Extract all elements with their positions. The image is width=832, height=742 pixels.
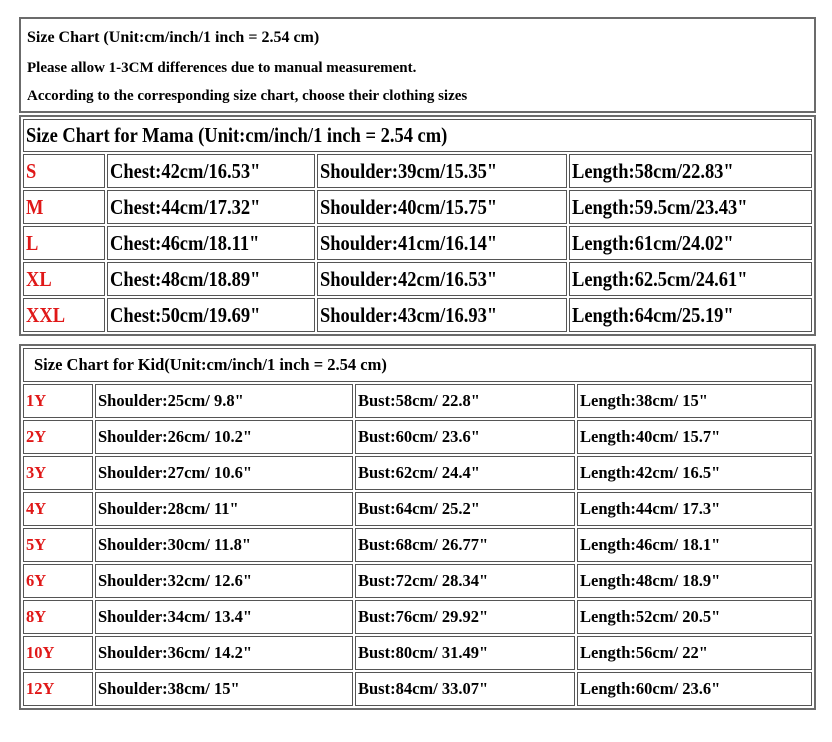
size-label: 5Y [23, 528, 93, 562]
length-cell: Length:40cm/ 15.7" [577, 420, 812, 454]
bust-cell: Bust:68cm/ 26.77" [355, 528, 575, 562]
size-label: XL [23, 262, 105, 296]
table-title-row [23, 119, 812, 152]
shoulder-cell: Shoulder:34cm/ 13.4" [95, 600, 353, 634]
length-cell: Length:64cm/25.19" [569, 298, 812, 332]
shoulder-cell: Shoulder:36cm/ 14.2" [95, 636, 353, 670]
length-cell: Length:42cm/ 16.5" [577, 456, 812, 490]
table-row [23, 226, 812, 260]
shoulder-cell: Shoulder:40cm/15.75" [317, 190, 567, 224]
table-row [23, 262, 812, 296]
length-cell: Length:61cm/24.02" [569, 226, 812, 260]
shoulder-cell: Shoulder:25cm/ 9.8" [95, 384, 353, 418]
shoulder-cell: Shoulder:39cm/15.35" [317, 154, 567, 188]
size-label: 2Y [23, 420, 93, 454]
table-row [23, 298, 812, 332]
table-row [23, 528, 812, 562]
size-label: 6Y [23, 564, 93, 598]
size-label: 8Y [23, 600, 93, 634]
kid-table-title: Size Chart for Kid(Unit:cm/inch/1 inch = 2.54 cm) [23, 348, 812, 382]
table-row [23, 384, 812, 418]
bust-cell: Bust:58cm/ 22.8" [355, 384, 575, 418]
chest-cell: Chest:42cm/16.53" [107, 154, 315, 188]
chest-cell: Chest:48cm/18.89" [107, 262, 315, 296]
size-label: 10Y [23, 636, 93, 670]
table-row [23, 420, 812, 454]
mama-size-table [19, 115, 816, 336]
length-cell: Length:48cm/ 18.9" [577, 564, 812, 598]
shoulder-cell: Shoulder:32cm/ 12.6" [95, 564, 353, 598]
chest-cell: Chest:50cm/19.69" [107, 298, 315, 332]
length-cell: Length:58cm/22.83" [569, 154, 812, 188]
size-label: M [23, 190, 105, 224]
length-cell: Length:56cm/ 22" [577, 636, 812, 670]
size-label: 12Y [23, 672, 93, 706]
chest-cell: Chest:44cm/17.32" [107, 190, 315, 224]
length-cell: Length:59.5cm/23.43" [569, 190, 812, 224]
table-row [23, 564, 812, 598]
length-cell: Length:60cm/ 23.6" [577, 672, 812, 706]
shoulder-cell: Shoulder:41cm/16.14" [317, 226, 567, 260]
mama-table-title: Size Chart for Mama (Unit:cm/inch/1 inch = 2.54 cm) [23, 119, 812, 152]
size-label: 1Y [23, 384, 93, 418]
length-cell: Length:46cm/ 18.1" [577, 528, 812, 562]
table-title-row [23, 348, 812, 382]
size-label: 4Y [23, 492, 93, 526]
bust-cell: Bust:80cm/ 31.49" [355, 636, 575, 670]
table-row [23, 600, 812, 634]
shoulder-cell: Shoulder:43cm/16.93" [317, 298, 567, 332]
bust-cell: Bust:76cm/ 29.92" [355, 600, 575, 634]
bust-cell: Bust:84cm/ 33.07" [355, 672, 575, 706]
size-label: L [23, 226, 105, 260]
length-cell: Length:52cm/ 20.5" [577, 600, 812, 634]
kid-size-table [19, 344, 816, 710]
length-cell: Length:38cm/ 15" [577, 384, 812, 418]
bust-cell: Bust:64cm/ 25.2" [355, 492, 575, 526]
bust-cell: Bust:60cm/ 23.6" [355, 420, 575, 454]
size-label: 3Y [23, 456, 93, 490]
size-label: XXL [23, 298, 105, 332]
table-row [23, 154, 812, 188]
bust-cell: Bust:62cm/ 24.4" [355, 456, 575, 490]
size-chart-intro [19, 17, 816, 113]
table-row [23, 456, 812, 490]
shoulder-cell: Shoulder:42cm/16.53" [317, 262, 567, 296]
chest-cell: Chest:46cm/18.11" [107, 226, 315, 260]
shoulder-cell: Shoulder:26cm/ 10.2" [95, 420, 353, 454]
bust-cell: Bust:72cm/ 28.34" [355, 564, 575, 598]
table-row [23, 672, 812, 706]
length-cell: Length:62.5cm/24.61" [569, 262, 812, 296]
shoulder-cell: Shoulder:30cm/ 11.8" [95, 528, 353, 562]
table-row [23, 636, 812, 670]
intro-title: Size Chart (Unit:cm/inch/1 inch = 2.54 cm) [27, 29, 320, 46]
shoulder-cell: Shoulder:27cm/ 10.6" [95, 456, 353, 490]
table-row [23, 190, 812, 224]
size-label: S [23, 154, 105, 188]
length-cell: Length:44cm/ 17.3" [577, 492, 812, 526]
intro-note: Please allow 1-3CM differences due to manual measurement. [27, 60, 417, 76]
table-row [23, 492, 812, 526]
shoulder-cell: Shoulder:38cm/ 15" [95, 672, 353, 706]
intro-guide: According to the corresponding size chart, choose their clothing sizes [27, 88, 468, 104]
shoulder-cell: Shoulder:28cm/ 11" [95, 492, 353, 526]
